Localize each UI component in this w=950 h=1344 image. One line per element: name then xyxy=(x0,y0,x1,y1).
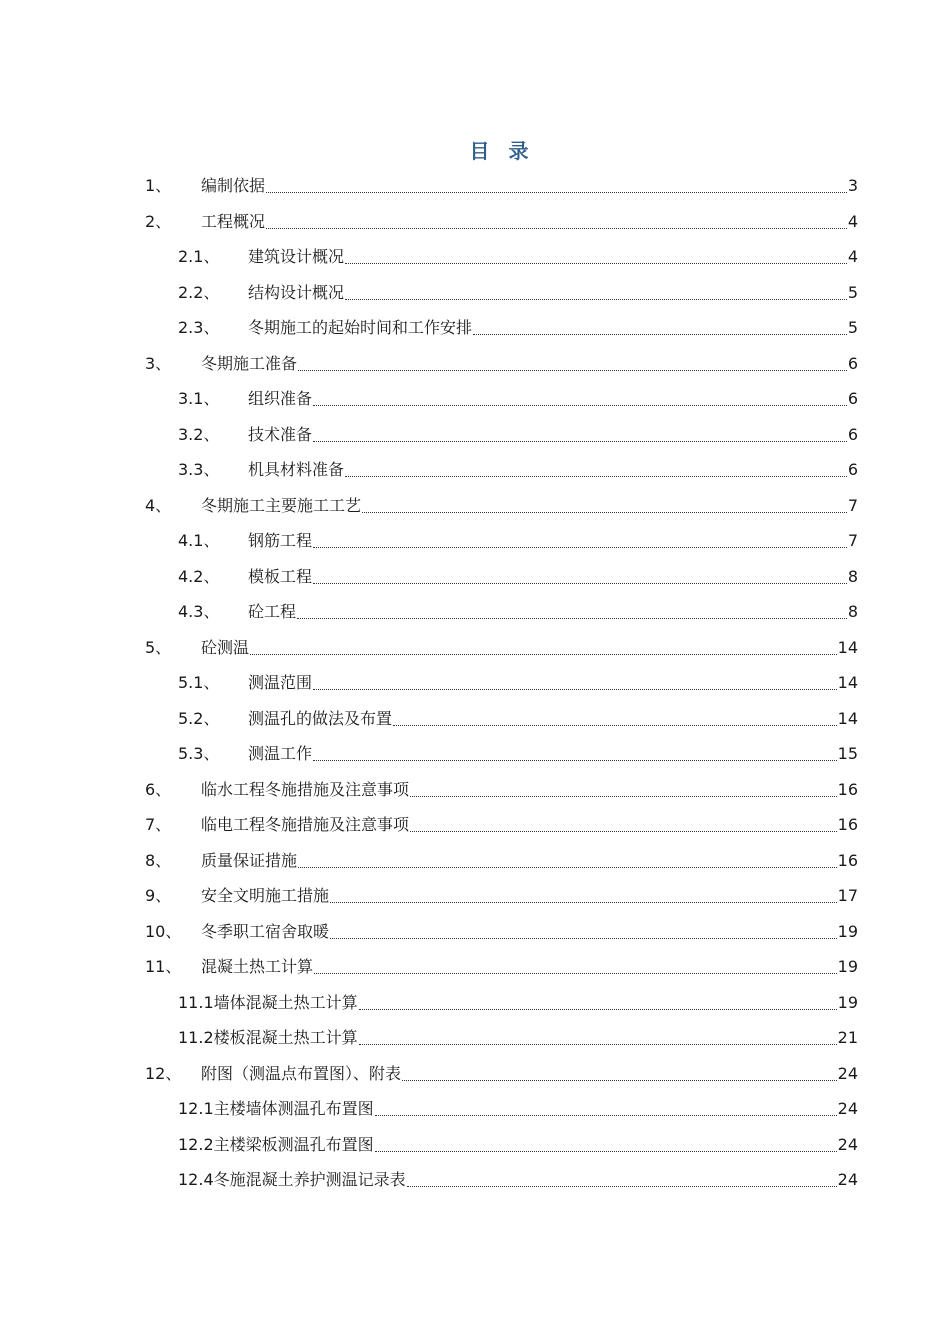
toc-entry-page-number: 15 xyxy=(837,744,858,763)
toc-dot-leader xyxy=(473,333,847,335)
toc-dot-leader xyxy=(402,1079,837,1081)
toc-entry-label: 测温孔的做法及布置 xyxy=(248,708,393,728)
toc-entry-page-number: 19 xyxy=(837,957,858,976)
toc-entry[interactable] xyxy=(178,523,858,559)
toc-entry-label: 测温工作 xyxy=(248,744,313,763)
toc-dot-leader xyxy=(313,404,847,406)
toc-entry-label: 建筑设计概况 xyxy=(248,247,345,266)
toc-entry-label: 12.1主楼墙体测温孔布置图 xyxy=(178,1099,374,1118)
toc-entry-page-number: 5 xyxy=(847,282,858,302)
toc-entry-page-number: 16 xyxy=(837,850,858,870)
toc-entry-label: 机具材料准备 xyxy=(248,460,345,479)
toc-dot-leader xyxy=(375,1114,837,1116)
toc-entry-page-number: 4 xyxy=(847,247,858,266)
toc-dot-leader xyxy=(313,546,847,548)
toc-entry-label: 临水工程冬施措施及注意事项 xyxy=(201,779,410,799)
toc-entry[interactable] xyxy=(178,594,858,630)
toc-entry[interactable] xyxy=(178,452,858,488)
toc-dot-leader xyxy=(362,511,847,513)
toc-entry-page-number: 21 xyxy=(837,1028,858,1047)
toc-entry-label: 冬期施工准备 xyxy=(201,353,298,373)
toc-entry-number: 5、 xyxy=(145,637,172,657)
toc-entry-page-number: 6 xyxy=(847,353,858,373)
toc-dot-leader xyxy=(266,191,847,193)
toc-entry[interactable] xyxy=(145,843,858,879)
toc-entry-page-number: 16 xyxy=(837,779,858,799)
toc-entry-label: 安全文明施工措施 xyxy=(201,886,330,905)
toc-entry-number: 3、 xyxy=(145,353,172,373)
toc-entry-number: 9、 xyxy=(145,886,172,905)
toc-entry[interactable] xyxy=(178,665,858,701)
toc-entry-page-number: 5 xyxy=(847,318,858,337)
toc-entry-page-number: 19 xyxy=(837,921,858,941)
toc-dot-leader xyxy=(297,617,847,619)
toc-entry-page-number: 3 xyxy=(847,176,858,195)
toc-dot-leader xyxy=(407,1185,837,1187)
toc-entry-page-number: 6 xyxy=(847,389,858,408)
toc-entry-label: 组织准备 xyxy=(248,389,313,408)
toc-entry[interactable] xyxy=(178,310,858,346)
toc-dot-leader xyxy=(359,1043,837,1045)
toc-entry-label: 12.2主楼梁板测温孔布置图 xyxy=(178,1134,374,1154)
toc-entry[interactable] xyxy=(145,1056,858,1092)
toc-dot-leader xyxy=(359,1008,837,1010)
toc-entry-number: 2.3、 xyxy=(178,318,220,337)
toc-entry-page-number: 24 xyxy=(837,1063,858,1083)
toc-entry[interactable] xyxy=(145,630,858,666)
toc-entry-label: 附图（测温点布置图）、附表 xyxy=(201,1063,402,1083)
toc-entry-number: 1、 xyxy=(145,176,172,195)
toc-dot-leader xyxy=(313,582,847,584)
toc-entry-label: 工程概况 xyxy=(201,211,266,231)
toc-entry-page-number: 8 xyxy=(847,602,858,621)
toc-dot-leader xyxy=(330,901,837,903)
toc-entry-page-number: 8 xyxy=(847,566,858,586)
toc-dot-leader xyxy=(410,795,837,797)
toc-entry-label: 技术准备 xyxy=(248,424,313,444)
toc-entry[interactable] xyxy=(145,168,858,204)
toc-entry[interactable] xyxy=(145,204,858,240)
toc-entry-number: 3.2、 xyxy=(178,424,220,444)
toc-dot-leader xyxy=(313,440,847,442)
toc-entry-number: 3.3、 xyxy=(178,460,220,479)
toc-entry-number: 5.3、 xyxy=(178,744,220,763)
toc-entry-number: 6、 xyxy=(145,779,172,799)
toc-entry[interactable] xyxy=(178,701,858,737)
toc-entry-page-number: 14 xyxy=(837,637,858,657)
toc-entry[interactable] xyxy=(178,239,858,275)
toc-entry-label: 12.4冬施混凝土养护测温记录表 xyxy=(178,1170,406,1189)
toc-entry-label: 钢筋工程 xyxy=(248,531,313,550)
toc-entry[interactable] xyxy=(178,275,858,311)
toc-entry-number: 2.1、 xyxy=(178,247,220,266)
toc-entry[interactable] xyxy=(178,417,858,453)
toc-dot-leader xyxy=(313,759,837,761)
toc-entry-page-number: 17 xyxy=(837,886,858,905)
toc-entry-page-number: 24 xyxy=(837,1134,858,1154)
toc-entry-number: 3.1、 xyxy=(178,389,220,408)
toc-dot-leader xyxy=(345,475,847,477)
toc-entry-page-number: 7 xyxy=(847,495,858,515)
toc-entry-page-number: 14 xyxy=(837,708,858,728)
toc-entry-page-number: 16 xyxy=(837,815,858,834)
toc-entry[interactable] xyxy=(145,949,858,985)
toc-entry[interactable] xyxy=(178,559,858,595)
toc-entry-label: 11.1墙体混凝土热工计算 xyxy=(178,992,358,1012)
toc-entry-page-number: 19 xyxy=(837,992,858,1012)
toc-dot-leader xyxy=(345,262,847,264)
toc-title: 目 录 xyxy=(469,139,535,163)
toc-dot-leader xyxy=(375,1150,837,1152)
toc-entry-number: 8、 xyxy=(145,850,172,870)
toc-entry-label: 结构设计概况 xyxy=(248,282,345,302)
toc-entry-page-number: 24 xyxy=(837,1099,858,1118)
toc-entry-page-number: 4 xyxy=(847,211,858,231)
toc-entry-label: 砼测温 xyxy=(201,637,250,657)
toc-entry-number: 11、 xyxy=(145,957,182,976)
toc-entry[interactable] xyxy=(145,807,858,843)
toc-dot-leader xyxy=(298,369,847,371)
toc-entry-label: 模板工程 xyxy=(248,566,313,586)
toc-entry-number: 4.3、 xyxy=(178,602,220,621)
toc-entry-number: 2.2、 xyxy=(178,282,220,302)
toc-dot-leader xyxy=(393,724,837,726)
toc-entry-number: 4.1、 xyxy=(178,531,220,550)
toc-entry-label: 质量保证措施 xyxy=(201,850,298,870)
toc-entry-number: 12、 xyxy=(145,1063,182,1083)
toc-dot-leader xyxy=(314,972,837,974)
toc-dot-leader xyxy=(298,866,837,868)
toc-entry[interactable] xyxy=(178,1162,858,1198)
toc-entry-number: 2、 xyxy=(145,211,172,231)
toc-entry-page-number: 6 xyxy=(847,424,858,444)
toc-entry-label: 临电工程冬施措施及注意事项 xyxy=(201,815,410,834)
toc-entry-page-number: 14 xyxy=(837,673,858,692)
toc-dot-leader xyxy=(250,653,837,655)
toc-entry[interactable] xyxy=(178,1020,858,1056)
toc-entry[interactable] xyxy=(178,1127,858,1163)
toc-entry-label: 冬季职工宿舍取暖 xyxy=(201,921,330,941)
toc-dot-leader xyxy=(313,688,837,690)
toc-entry-label: 冬期施工的起始时间和工作安排 xyxy=(248,318,473,337)
toc-entry-page-number: 6 xyxy=(847,460,858,479)
toc-entry-number: 7、 xyxy=(145,815,172,834)
toc-dot-leader xyxy=(266,227,847,229)
toc-entry[interactable] xyxy=(145,488,858,524)
toc-entry[interactable] xyxy=(178,381,858,417)
toc-entry-label: 冬期施工主要施工工艺 xyxy=(201,495,362,515)
toc-entry-number: 10、 xyxy=(145,921,182,941)
toc-entry[interactable] xyxy=(145,346,858,382)
toc-entry[interactable] xyxy=(145,878,858,914)
toc-entry-page-number: 24 xyxy=(837,1170,858,1189)
toc-entry[interactable] xyxy=(178,985,858,1021)
toc-entry[interactable] xyxy=(178,736,858,772)
toc-entry-label: 测温范围 xyxy=(248,673,313,692)
toc-entry-number: 5.1、 xyxy=(178,673,220,692)
toc-dot-leader xyxy=(330,937,837,939)
toc-entry-label: 11.2楼板混凝土热工计算 xyxy=(178,1028,358,1047)
toc-entry-number: 4.2、 xyxy=(178,566,220,586)
toc-entry-label: 砼工程 xyxy=(248,602,297,621)
toc-entry-number: 5.2、 xyxy=(178,708,220,728)
toc-entry-label: 混凝土热工计算 xyxy=(201,957,314,976)
toc-entry[interactable] xyxy=(145,772,858,808)
toc-entry-number: 4、 xyxy=(145,495,172,515)
toc-entry[interactable] xyxy=(145,914,858,950)
toc-dot-leader xyxy=(410,830,837,832)
toc-dot-leader xyxy=(345,298,847,300)
toc-entry-label: 编制依据 xyxy=(201,176,266,195)
toc-entry[interactable] xyxy=(178,1091,858,1127)
toc-entry-page-number: 7 xyxy=(847,531,858,550)
